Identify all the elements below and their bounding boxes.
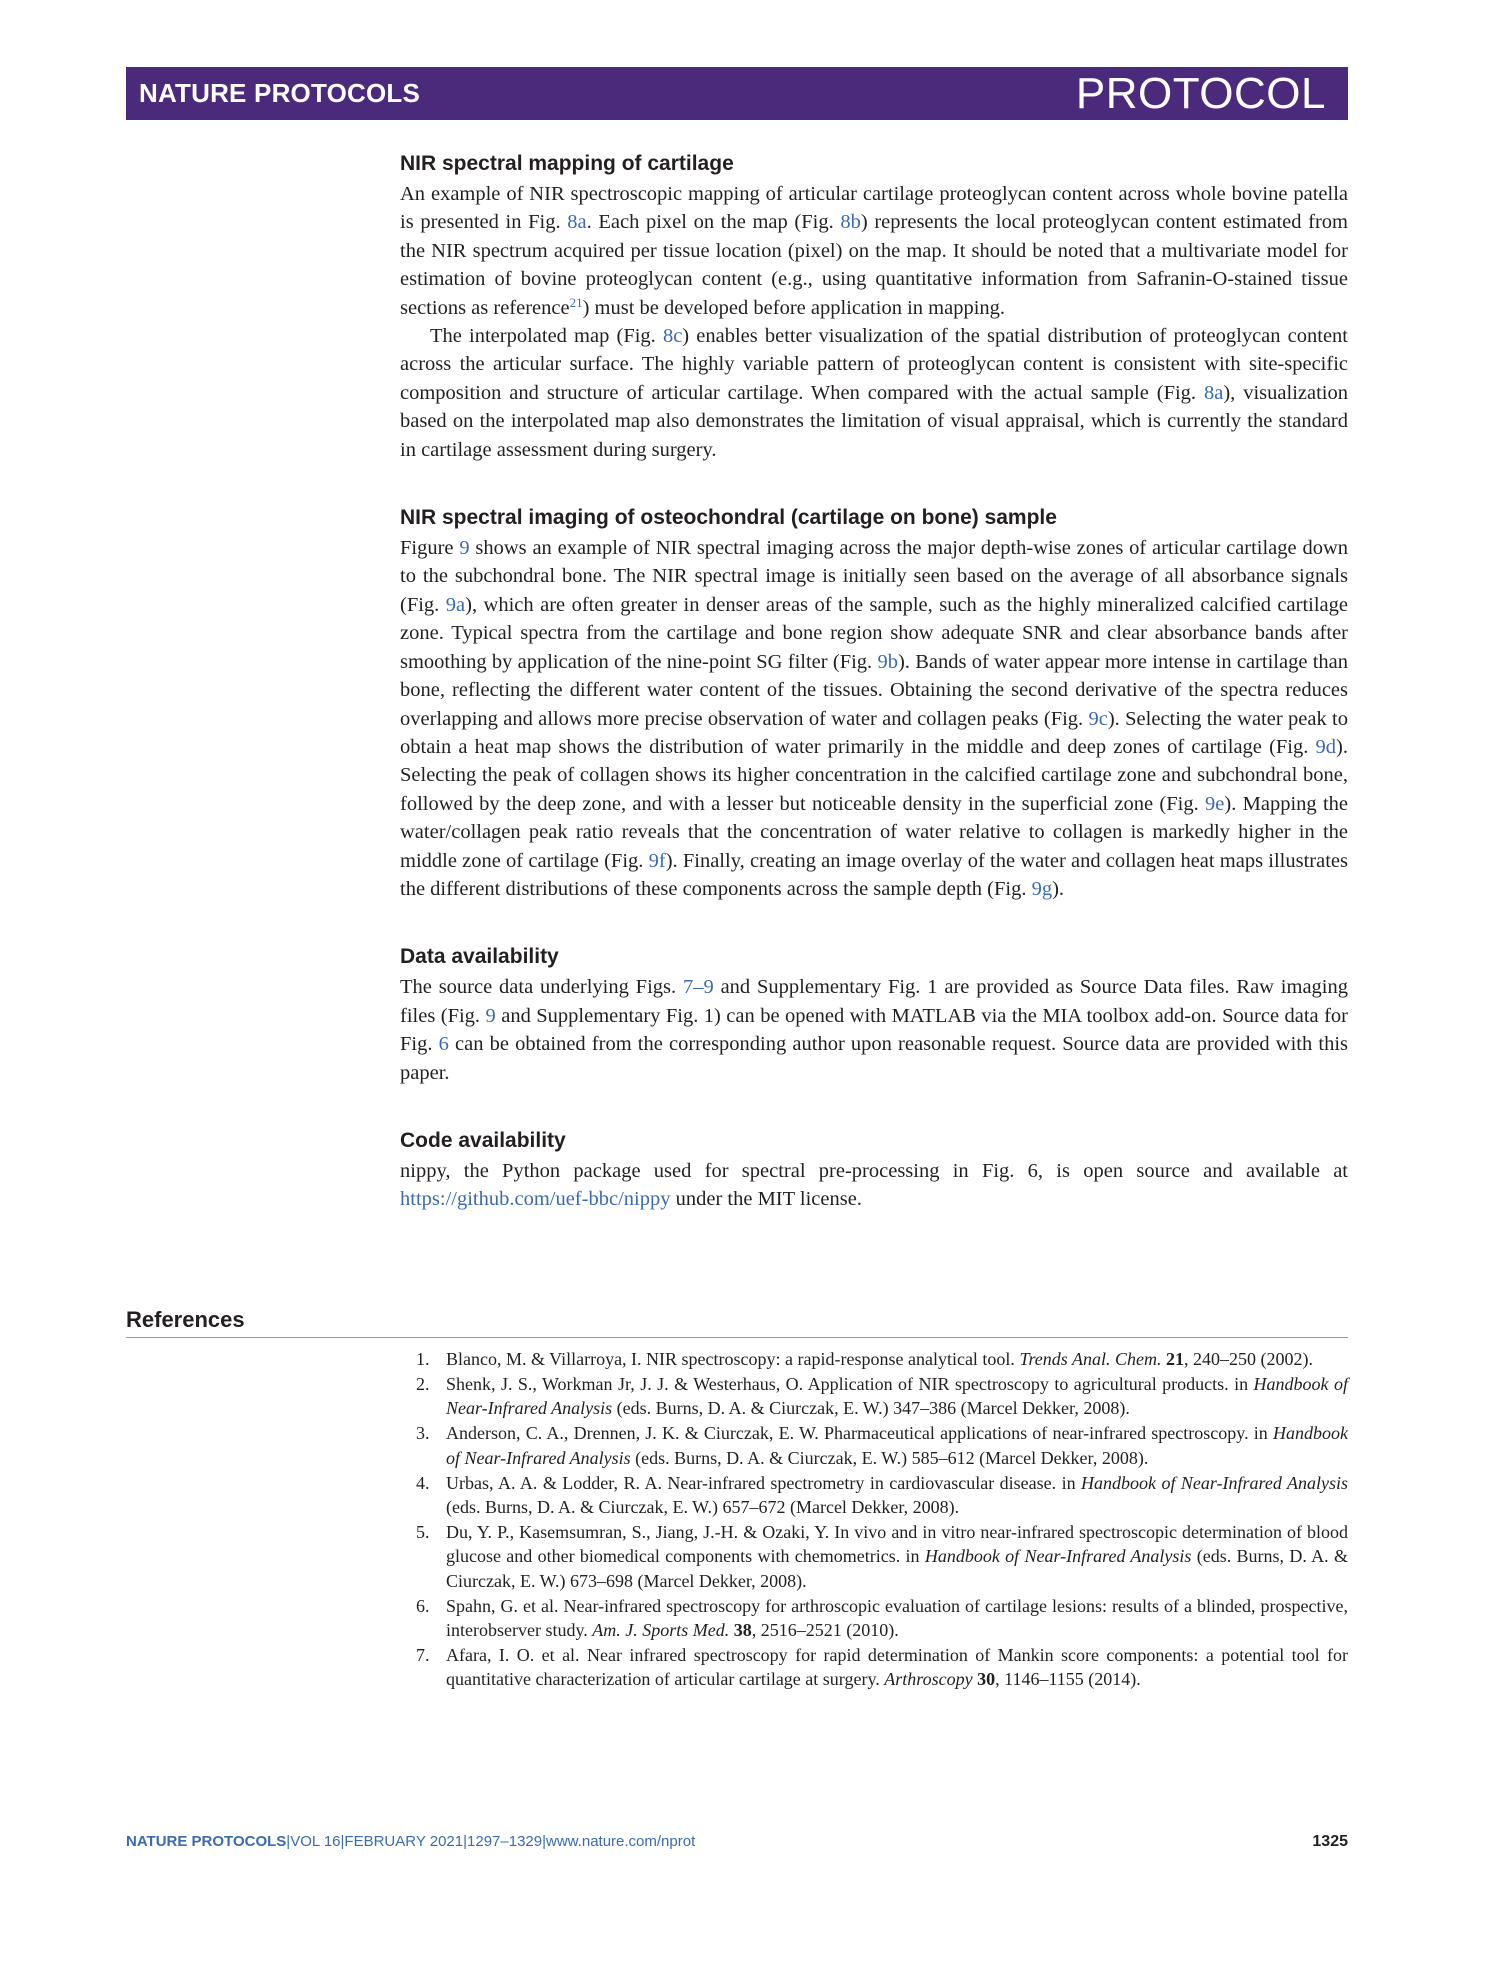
section [400, 1127, 1348, 1214]
section [400, 504, 1348, 903]
reference-source: Trends Anal. Chem. [1019, 1349, 1162, 1369]
section [400, 150, 1348, 464]
figure-link[interactable]: 8c [662, 325, 683, 348]
body-paragraph [400, 534, 1348, 903]
reference-run: Shenk, J. S., Workman Jr, J. J. & Westerhaus, O. Application of NIR spectroscopy to agricultural products. in [446, 1373, 1254, 1394]
section-heading: NIR spectral mapping of cartilage [400, 152, 734, 175]
footer-volume: VOL 16 [290, 1833, 341, 1850]
text-run: An example of NIR spectroscopic mapping of articular cartilage proteoglycan content across whole bovine patella is presented in Fig. [400, 183, 1348, 234]
text-run: . Each pixel on the map (Fig. [586, 211, 841, 234]
text-run: ). Selecting the water peak to obtain a heat map shows the distribution of water primarily in the middle and deep zones of cartilage (Fig. [400, 707, 1348, 758]
page-footer: NATURE PROTOCOLS|VOL 16|FEBRUARY 2021|1297–1329|www.nature.com/nprot 1325 [126, 1830, 1348, 1854]
reference-run: Blanco, M. & Villarroya, I. NIR spectroscopy: a rapid-response analytical tool. [446, 1349, 1020, 1369]
reference-run: , 1146–1155 (2014). [995, 1669, 1141, 1690]
reference-source: Arthroscopy [884, 1669, 973, 1690]
reference-run: (eds. Burns, D. A. & Ciurczak, E. W.) 585–612 (Marcel Dekker, 2008). [630, 1447, 1149, 1468]
footer-url-link[interactable]: www.nature.com/nprot [546, 1833, 696, 1850]
reference-number: 6. [416, 1595, 430, 1616]
text-run: ). [1052, 877, 1065, 900]
reference-run: Du, Y. P., Kasemsumran, S., Jiang, J.-H. & Ozaki, Y. In vivo and in vitro near-infrared spectroscopic determination of blood glucose and other biomedical components with chemometrics. in [446, 1521, 1348, 1567]
reference-source: Handbook of Near-Infrared Analysis [446, 1423, 1348, 1468]
figure-link[interactable]: https://github.com/uef-bbc/nippy [400, 1188, 671, 1211]
reference-run: , 240–250 (2002). [1183, 1349, 1313, 1369]
figure-link[interactable]: 9e [1205, 792, 1225, 815]
footer-journal: NATURE PROTOCOLS [126, 1833, 287, 1850]
reference-run: , 2516–2521 (2010). [751, 1619, 899, 1640]
journal-name: NATURE PROTOCOLS [139, 78, 421, 108]
reference-text [446, 1347, 1348, 1371]
reference-volume: 38 [733, 1619, 752, 1640]
reference-number: 5. [416, 1521, 430, 1542]
text-run: ) enables better visualization of the spatial distribution of proteoglycan content across the articular surface. The highly variable pattern of proteoglycan content is consistent with site-specific composition and structure of articular cartilage. When compared with the actual sample (Fig. [400, 325, 1349, 404]
body-paragraph [400, 322, 1348, 464]
figure-link[interactable]: 6 [438, 1033, 449, 1056]
text-run: ). Mapping the water/collagen peak ratio reveals that the concentration of water relative to collagen is markedly higher in the middle zone of cartilage (Fig. [400, 792, 1348, 872]
page-number: 1325 [1312, 1833, 1348, 1850]
section-heading: Code availability [400, 1128, 566, 1152]
text-run: can be obtained from the corresponding author upon reasonable request. Source data are provided with this paper. [400, 1033, 1349, 1084]
reference-source: Handbook of Near-Infrared Analysis [446, 1373, 1348, 1419]
references-header [126, 1305, 1348, 1338]
section-heading: NIR spectral imaging of osteochondral (cartilage on bone) sample [400, 506, 1057, 530]
figure-link[interactable]: 8b [840, 211, 861, 234]
reference-run: (eds. Burns, D. A. & Ciurczak, E. W.) 657–672 (Marcel Dekker, 2008). [446, 1496, 960, 1517]
footer-pages: 1297–1329 [467, 1833, 543, 1850]
figure-link[interactable]: 8a [567, 211, 587, 234]
footer-month: FEBRUARY 2021 [344, 1833, 464, 1850]
superscript[interactable]: 21 [569, 294, 583, 310]
body-paragraph [400, 1157, 1348, 1214]
reference-text [446, 1520, 1348, 1593]
reference-item [416, 1594, 1348, 1643]
figure-link[interactable]: 8a [1204, 381, 1224, 404]
text-run: ) represents the local proteoglycan content estimated from the NIR spectrum acquired per tissue location (pixel) on the map. It should be noted that a multivariate model for estimation of bovine proteoglycan content (e.g., using quantitative information from Safranin-O-stained tissue sections as reference [400, 211, 1348, 319]
text-run: shows an example of NIR spectral imaging across the major depth-wise zones of articular cartilage down to the subchondral bone. The NIR spectral image is initially seen based on the average of all absorbance signals (Fig. [400, 537, 1348, 616]
figure-link[interactable]: 9f [648, 849, 666, 872]
text-run: The source data underlying Figs. [400, 976, 683, 999]
reference-item [416, 1471, 1348, 1520]
reference-source: Am. J. Sports Med. [592, 1619, 730, 1640]
journal-header-bar [126, 67, 1348, 120]
section [400, 943, 1348, 1087]
reference-text [446, 1594, 1348, 1643]
text-run: ) must be developed before application in mapping. [582, 296, 1006, 319]
text-run: nippy, the Python package used for spectral pre-processing in Fig. 6, is open source and available at [400, 1159, 1348, 1182]
reference-source: Handbook of Near-Infrared Analysis [924, 1546, 1192, 1567]
citation-link[interactable] [569, 294, 583, 319]
figure-link[interactable]: 9g [1031, 877, 1053, 900]
reference-number: 4. [416, 1472, 430, 1493]
body-paragraph [400, 973, 1348, 1087]
reference-run: Anderson, C. A., Drennen, J. K. & Ciurczak, E. W. Pharmaceutical applications of near-infrared spectroscopy. in [446, 1423, 1273, 1444]
text-run: The interpolated map (Fig. [430, 325, 663, 348]
main-content [400, 150, 1348, 1214]
figure-link[interactable]: 9c [1088, 707, 1108, 730]
text-run: ). Bands of water appear more intense in cartilage than bone, reflecting the different water content of the tissues. Obtaining the second derivative of the spectra reduces overlapping and allows more precise observation of water and collagen peaks (Fig. [400, 650, 1348, 730]
reference-volume: 30 [977, 1669, 996, 1690]
text-run: ), visualization based on the interpolated map also demonstrates the limitation of visual appraisal, which is currently the standard in cartilage assessment during surgery. [400, 381, 1348, 461]
reference-text [446, 1471, 1348, 1520]
reference-run: Afara, I. O. et al. Near infrared spectroscopy for rapid determination of Mankin score components: a potential tool for quantitative characterization of articular cartilage at surgery. [446, 1644, 1348, 1690]
text-run: Figure [400, 537, 460, 560]
reference-list [416, 1347, 1348, 1692]
body-paragraph [400, 180, 1348, 322]
figure-link[interactable]: 9a [445, 593, 466, 616]
reference-volume: 21 [1165, 1349, 1184, 1369]
reference-item [416, 1520, 1348, 1593]
reference-number: 2. [416, 1373, 430, 1394]
text-run: ). Selecting the peak of collagen shows its higher concentration in the calcified cartilage zone and subchondral bone, followed by the deep zone, and with a lesser but noticeable density in the superficial zone (Fig. [400, 735, 1348, 815]
reference-run: (eds. Burns, D. A. & Ciurczak, E. W.) 347–386 (Marcel Dekker, 2008). [612, 1398, 1130, 1419]
reference-source: Handbook of Near-Infrared Analysis [1081, 1472, 1348, 1493]
text-run: ). Finally, creating an image overlay of the water and collagen heat maps illustrates the different distributions of these components across the sample depth (Fig. [400, 849, 1348, 900]
references-title: References [126, 1307, 245, 1332]
reference-text [446, 1643, 1348, 1692]
reference-item [416, 1421, 1348, 1470]
reference-number: 1. [416, 1349, 430, 1369]
figure-link[interactable]: 9d [1315, 735, 1337, 758]
reference-run: (eds. Burns, D. A. & Ciurczak, E. W.) 673–698 (Marcel Dekker, 2008). [446, 1546, 1348, 1591]
figure-link[interactable]: 9 [459, 537, 470, 560]
reference-item [416, 1643, 1348, 1692]
text-run: and Supplementary Fig. 1 are provided as Source Data files. Raw imaging files (Fig. [400, 976, 1348, 1027]
figure-link[interactable]: 9 [485, 1004, 496, 1027]
reference-text [446, 1421, 1348, 1470]
reference-item [416, 1347, 1348, 1371]
figure-link[interactable]: 7–9 [682, 976, 714, 999]
reference-run: Spahn, G. et al. Near-infrared spectroscopy for arthroscopic evaluation of cartilage lesions: results of a blinded, prospective, interobserver study. [446, 1595, 1348, 1640]
text-run: ), which are often greater in denser areas of the sample, such as the highly mineralized calcified cartilage zone. Typical spectra from the cartilage and bone region show adequate SNR and clear absorbance bands after smoothing by application of the nine-point SG filter (Fig. [400, 593, 1348, 673]
figure-link[interactable]: 9b [877, 650, 898, 673]
reference-number: 7. [416, 1644, 430, 1665]
reference-item [416, 1372, 1348, 1421]
article-type: PROTOCOL [1075, 69, 1326, 118]
section-heading: Data availability [400, 945, 559, 969]
text-run: and Supplementary Fig. 1) can be opened with MATLAB via the MIA toolbox add-on. Source data for Fig. [400, 1004, 1348, 1056]
reference-number: 3. [416, 1423, 430, 1444]
text-run: under the MIT license. [670, 1188, 862, 1211]
reference-run: Urbas, A. A. & Lodder, R. A. Near-infrared spectrometry in cardiovascular disease. in [446, 1472, 1082, 1493]
reference-text [446, 1372, 1348, 1421]
